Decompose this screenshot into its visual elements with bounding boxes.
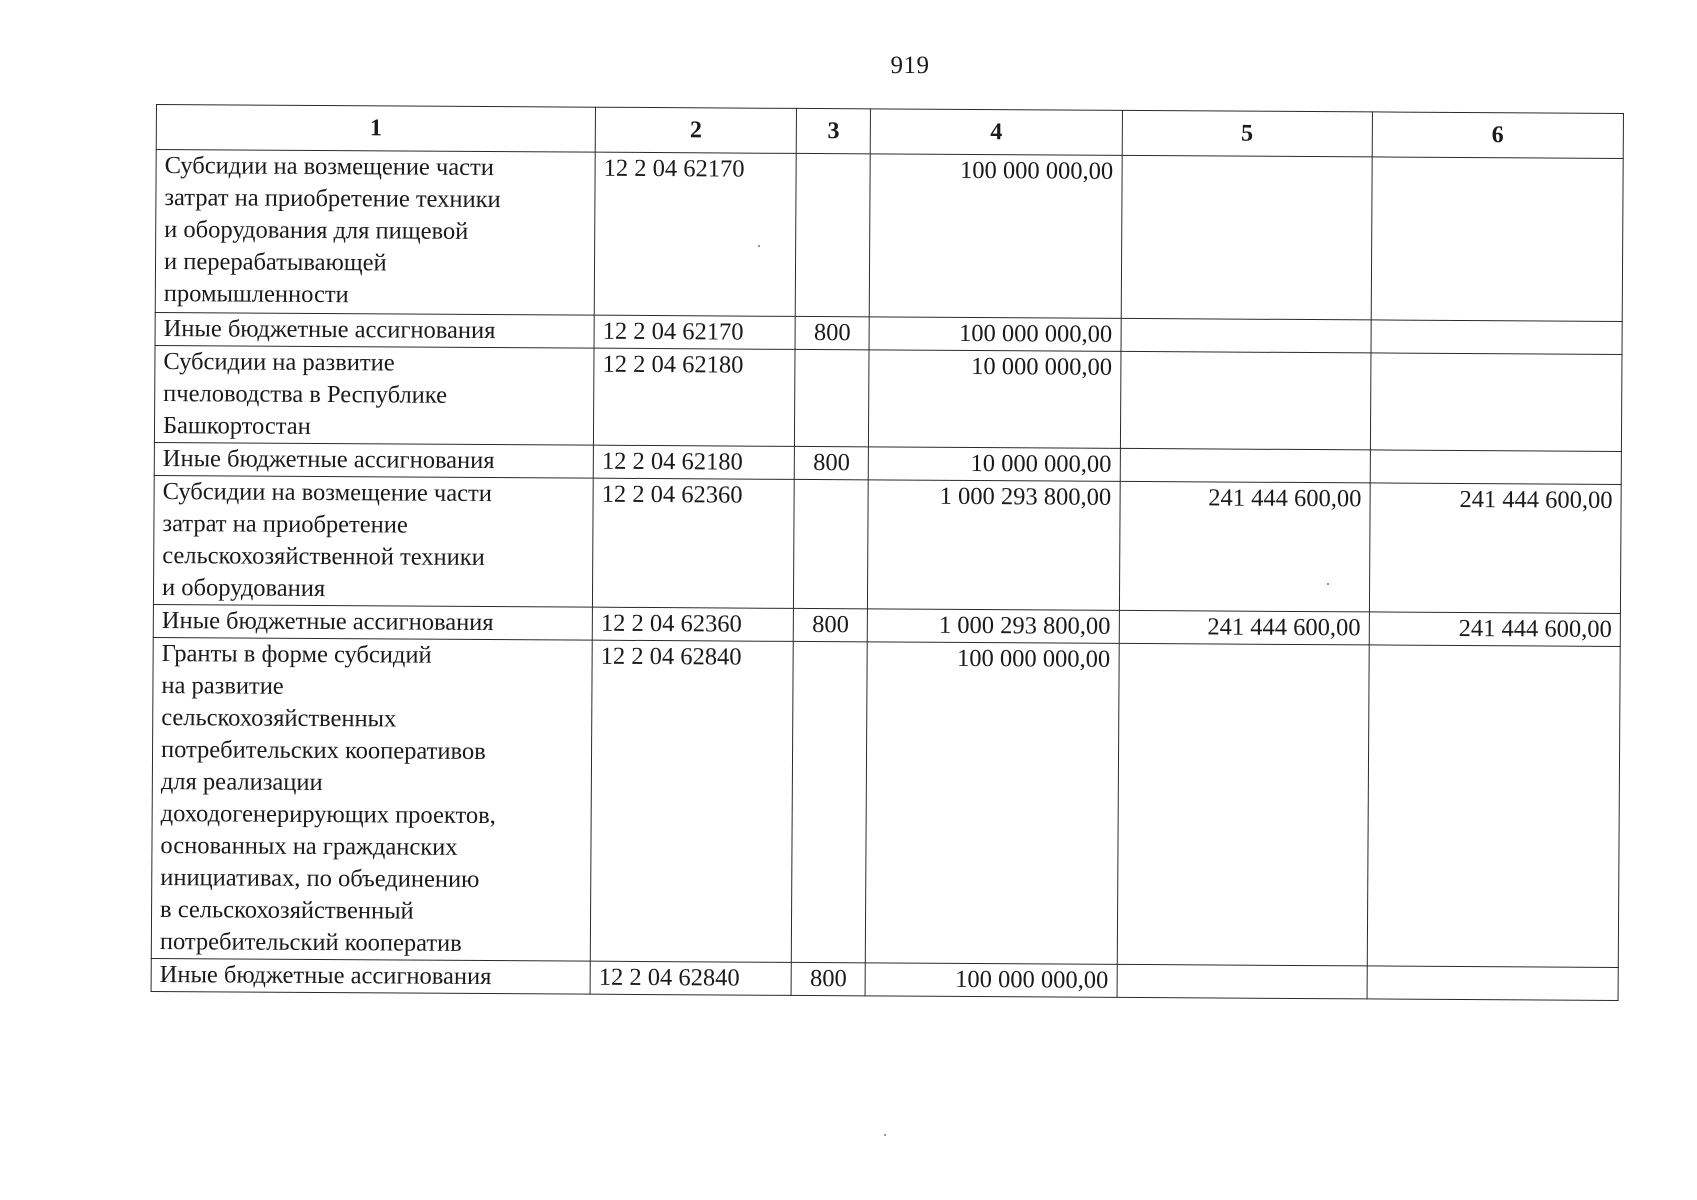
row-name: Гранты в форме субсидий на развитие сельскохозяйственных потребительских кооперативов для реализации доходогенерирующих проектов, основанных на гражданских инициативах, по объединению в сельскохозяйственный потребительский кооператив	[151, 637, 592, 961]
row-amount-col4: 100 000 000,00	[870, 154, 1122, 319]
row-expense-type: 800	[795, 316, 870, 349]
row-code: 12 2 04 62840	[590, 961, 791, 995]
row-amount-col4: 100 000 000,00	[865, 963, 1116, 998]
row-amount-col5	[1121, 318, 1371, 353]
table-row	[154, 345, 1622, 451]
row-amount-col6	[1367, 645, 1620, 968]
row-amount-col6: 241 444 600,00	[1369, 612, 1620, 647]
row-name: Иные бюджетные ассигнования	[155, 312, 594, 348]
scan-speck	[884, 1134, 886, 1136]
row-amount-col6: 241 444 600,00	[1369, 483, 1621, 614]
row-code: 12 2 04 62180	[594, 348, 796, 446]
column-header-3: 3	[796, 108, 871, 153]
row-amount-col6	[1370, 353, 1622, 452]
row-code: 12 2 04 62170	[594, 315, 795, 349]
table-row	[153, 475, 1621, 613]
row-expense-type	[791, 641, 867, 962]
row-amount-col5: 241 444 600,00	[1119, 610, 1369, 645]
row-amount-col5	[1120, 351, 1371, 450]
row-amount-col5	[1120, 448, 1370, 483]
row-amount-col4: 10 000 000,00	[869, 350, 1121, 449]
row-amount-col6	[1371, 157, 1623, 322]
table-row	[151, 637, 1620, 967]
row-code: 12 2 04 62170	[594, 152, 796, 316]
row-amount-col5	[1117, 964, 1367, 999]
row-code: 12 2 04 62180	[593, 445, 794, 479]
row-code: 12 2 04 62840	[590, 640, 793, 962]
page-number: 919	[890, 52, 930, 79]
row-expense-type	[794, 349, 869, 446]
row-name: Субсидии на возмещение части затрат на приобретение сельскохозяйственной техники и оборудования	[153, 475, 593, 607]
row-expense-type	[795, 153, 870, 316]
column-header-6: 6	[1372, 112, 1624, 159]
table-row	[155, 150, 1623, 322]
row-amount-col4: 100 000 000,00	[866, 642, 1119, 965]
row-code: 12 2 04 62360	[593, 478, 795, 608]
row-expense-type: 800	[793, 608, 868, 641]
row-amount-col6	[1370, 450, 1621, 485]
column-header-5: 5	[1122, 110, 1372, 157]
row-name: Иные бюджетные ассигнования	[153, 604, 592, 640]
row-name: Иные бюджетные ассигнования	[151, 958, 590, 994]
row-amount-col5	[1117, 643, 1369, 966]
column-header-1: 1	[156, 105, 595, 153]
budget-table-container	[151, 104, 1624, 1001]
row-amount-col5	[1121, 155, 1372, 320]
row-code: 12 2 04 62360	[592, 607, 793, 641]
row-amount-col5: 241 444 600,00	[1119, 481, 1370, 612]
row-amount-col6	[1367, 966, 1618, 1001]
row-expense-type: 800	[791, 962, 866, 995]
row-name: Субсидии на развитие пчеловодства в Республике Башкортостан	[154, 345, 594, 445]
column-header-2: 2	[595, 107, 796, 153]
row-name: Субсидии на возмещение части затрат на приобретение техники и оборудования для пищевой и перерабатывающей промышленности	[155, 150, 595, 316]
scan-speck	[1327, 583, 1329, 585]
row-name: Иные бюджетные ассигнования	[154, 442, 593, 478]
row-amount-col4: 1 000 293 800,00	[868, 480, 1120, 611]
budget-table	[151, 104, 1624, 1001]
row-amount-col4: 1 000 293 800,00	[868, 609, 1119, 644]
row-expense-type: 800	[794, 446, 869, 479]
column-header-4: 4	[871, 109, 1122, 156]
row-amount-col6	[1371, 320, 1622, 355]
scan-speck	[758, 245, 760, 247]
row-amount-col4: 10 000 000,00	[869, 447, 1120, 482]
row-amount-col4: 100 000 000,00	[869, 317, 1120, 352]
row-expense-type	[793, 479, 868, 608]
